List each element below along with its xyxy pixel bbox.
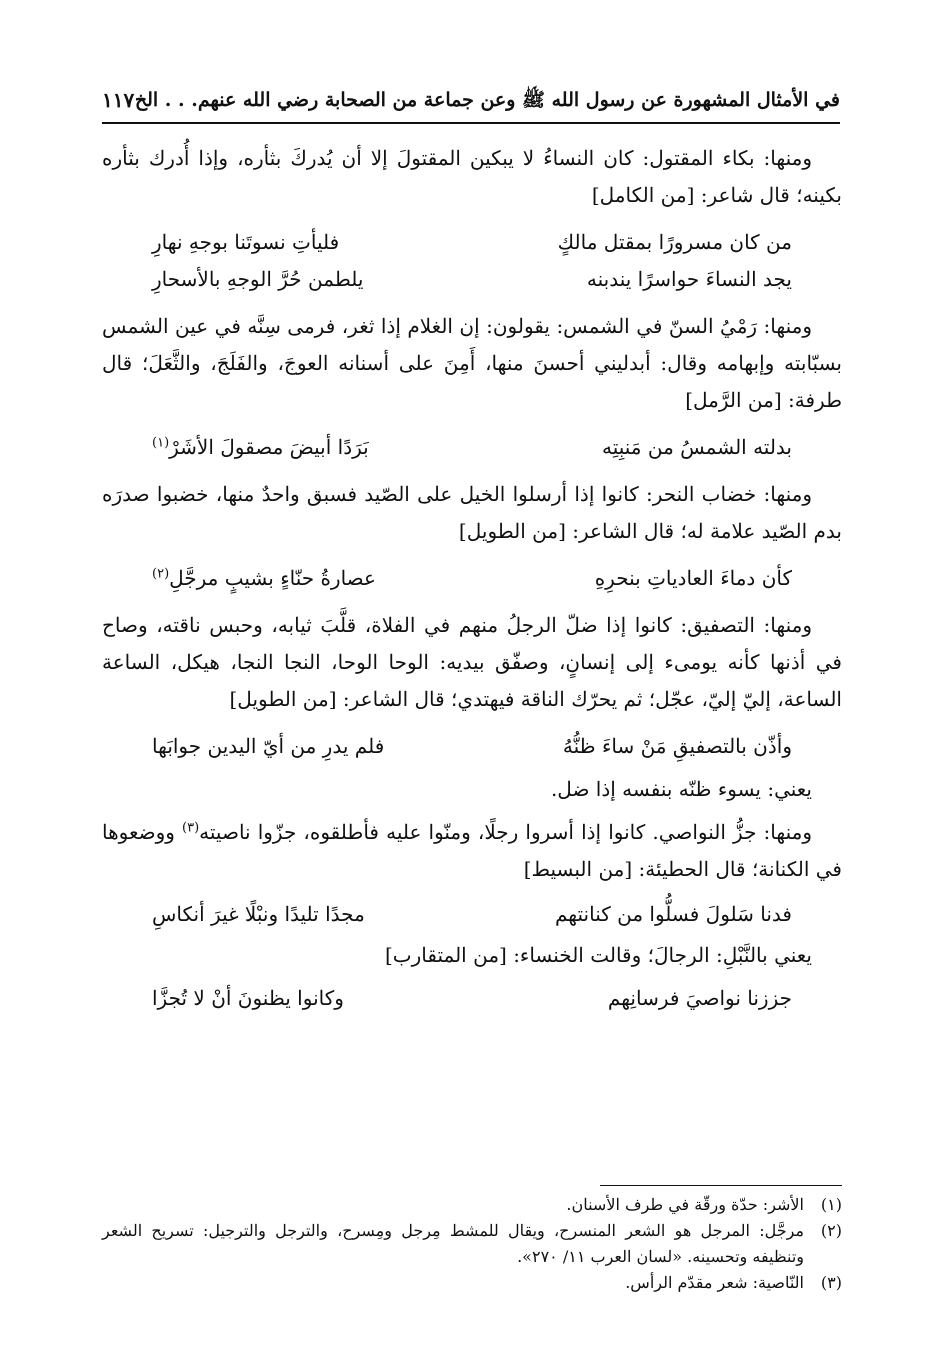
verse-second-hemistich: مجدًا تليدًا ونبْلًا غيرَ أنكاسِ xyxy=(152,902,365,926)
verse-first-hemistich: وأذّن بالتصفيقِ مَنْ ساءَ ظنُّهُ xyxy=(562,734,792,758)
paragraph-explanation: يعني: يسوء ظنّه بنفسه إذا ضل. xyxy=(550,777,812,801)
verse-first-hemistich: فدنا سَلولَ فسلُّوا من كنانتهم xyxy=(554,902,792,926)
verse-line xyxy=(102,896,842,933)
main-text xyxy=(102,140,842,1017)
paragraph-explanation: يعني بالنَّبْلِ: الرجالَ؛ وقالت الخنساء: [من المتقارب] xyxy=(384,943,812,967)
verse-first-hemistich: من كان مسرورًا بمقتل مالكٍ xyxy=(557,230,792,254)
verse-first-hemistich: كأن دماءَ العادياتِ بنحرِهِ xyxy=(594,566,792,590)
verse-line xyxy=(102,261,842,298)
footnote-ref-3: (٣) xyxy=(182,820,200,836)
paragraph-ramy-alsin: ومنها: رَمْيُ السنّ في الشمس: يقولون: إن الغلام إذا ثغر، فرمى سِنَّه في عين الشمس بسبّابته وإبهامه وقال: أبدليني أحسنَ منها، أَمِنَ على أسنانه العوجَ، والفَلَجَ، والثَّعَلَ؛ قال طرفة: [من الرَّمل] xyxy=(102,314,842,412)
verse-second-hemistich xyxy=(152,560,376,597)
footnote-rule xyxy=(600,1185,842,1186)
footnote-text: النّاصية: شعر مقدّم الرأس. xyxy=(625,1273,804,1292)
running-header xyxy=(102,84,840,120)
paragraph-khidab-alnahr: ومنها: خضاب النحر: كانوا إذا أرسلوا الخيل على الصّيد فسبق واحدٌ منها، خضبوا صدرَه بدم الصّيد علامة له؛ قال الشاعر: [من الطويل] xyxy=(102,482,842,543)
verse-line xyxy=(102,980,842,1017)
footnote-ref-1: (١) xyxy=(152,435,170,451)
verse-first-hemistich: بدلته الشمسُ من مَنبِتِه xyxy=(601,435,792,459)
paragraph-text: ومنها: جزُّ النواصي. كانوا إذا أسروا رجلًا، ومنّوا عليه فأطلقوه، جزّوا ناصيته xyxy=(199,820,813,844)
verse-first-hemistich: يجد النساءَ حواسرًا يندبنه xyxy=(586,267,792,291)
paragraph-text: ووضعوها في الكنانة؛ قال الحطيئة: [من البسيط] xyxy=(102,820,842,881)
footnotes xyxy=(102,1192,842,1296)
verse-line xyxy=(102,728,842,765)
page-number: ١١٧ xyxy=(102,88,135,112)
verse-line xyxy=(102,429,842,466)
verse-line xyxy=(102,224,842,261)
verse-first-hemistich: جززنا نواصيَ فرسانِهم xyxy=(607,986,792,1010)
footnote-1 xyxy=(102,1192,842,1218)
header-rule xyxy=(102,122,840,124)
footnote-2 xyxy=(102,1218,842,1270)
verse-second-hemistich: يلطمن حُرَّ الوجهِ بالأسحارِ xyxy=(152,267,364,291)
footnote-number: (٢) xyxy=(820,1221,842,1240)
footnote-text: الأشر: حدّة ورقّة في طرف الأسنان. xyxy=(566,1195,804,1214)
footnote-ref-2: (٢) xyxy=(152,566,170,582)
verse-line xyxy=(102,560,842,597)
footnote-number: (١) xyxy=(820,1195,842,1214)
verse-second-hemistich: فلم يدرِ من أيّ اليدين جوابَها xyxy=(152,734,385,758)
paragraph-bukaa-almaqtul: ومنها: بكاء المقتول: كان النساءُ لا يبكين المقتولَ إلا أن يُدركَ بثأره، وإذا أُدرك بثأره بكينه؛ قال شاعر: [من الكامل] xyxy=(102,146,842,207)
footnote-text: مرجَّل: المرجل هو الشعر المنسرح، ويقال للمشط مِرجل ومِسرح، والترجل والترجيل: تسريح الشعر وتنظيفه وتحسينه. «لسان العرب ١١/ ٢٧٠». xyxy=(102,1221,804,1266)
verse-second-hemistich: وكانوا يظنونَ أنْ لا تُجزَّا xyxy=(152,986,344,1010)
paragraph-jaz-alnawasi xyxy=(102,814,842,888)
paragraph-altasfiq: ومنها: التصفيق: كانوا إذا ضلّ الرجلُ منهم في الفلاة، قلَّبَ ثيابه، وحبس ناقته، وصاح في أذنها كأنه يومىء إلى إنسانٍ، وصفّق بيديه: الوحا الوحا، النجا النجا، هيكل، الساعة الساعة، إليّ إليّ، عجّل؛ ثم يحرّك الناقة فيهتدي؛ قال الشاعر: [من الطويل] xyxy=(102,613,842,711)
footnote-number: (٣) xyxy=(820,1273,842,1292)
verse-second-hemistich xyxy=(152,429,369,466)
verse-text: بَرَدًا أبيضَ مصقولَ الأشَرْ xyxy=(169,435,369,459)
verse-text: عصارةُ حنّاءٍ بشيبٍ مرجَّلِ xyxy=(169,566,376,590)
footnote-3 xyxy=(102,1270,842,1296)
verse-second-hemistich: فليأتِ نسوتَنا بوجهِ نهارِ xyxy=(152,230,340,254)
running-title: في الأمثال المشهورة عن رسول الله ﷺ وعن جماعة من الصحابة رضي الله عنهم. . . الخ xyxy=(134,89,840,111)
